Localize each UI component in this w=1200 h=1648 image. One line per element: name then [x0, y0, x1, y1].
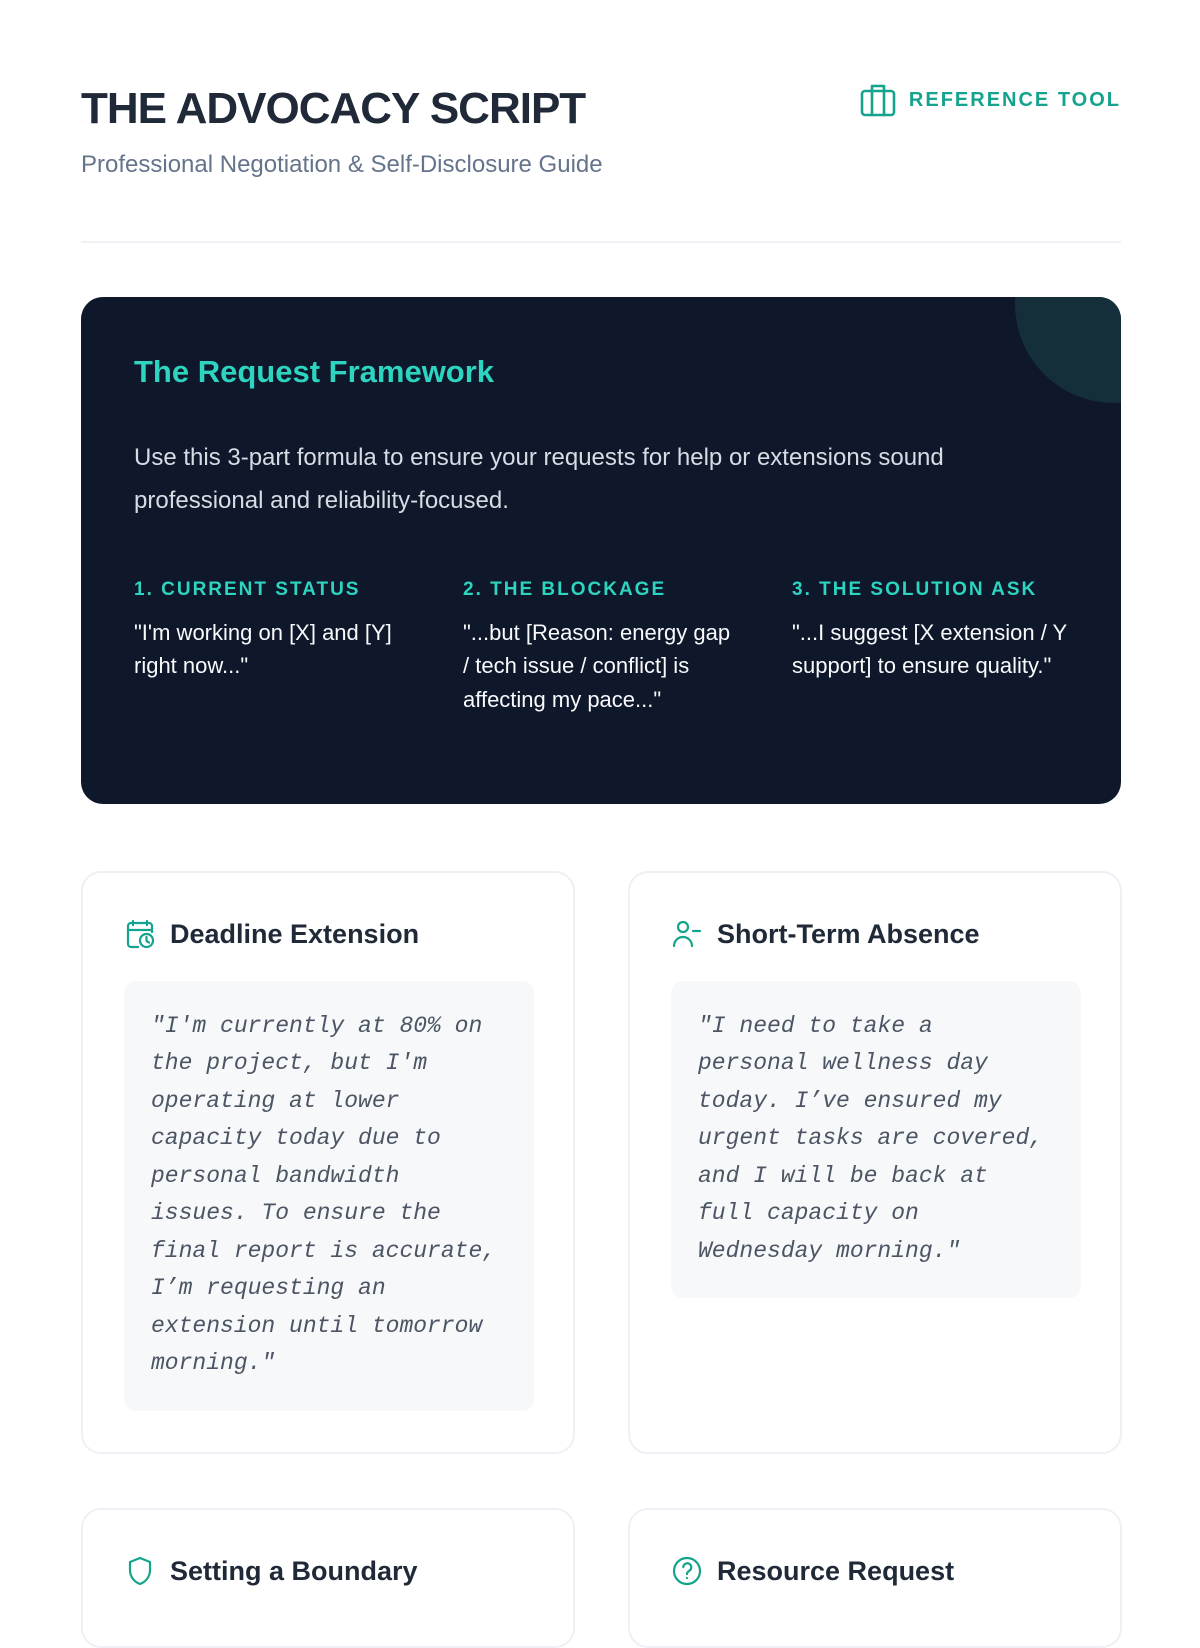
reference-tool-badge — [860, 83, 1121, 117]
framework-step-current-status — [134, 579, 413, 716]
framework-step-title: 3. THE SOLUTION ASK — [792, 579, 1038, 600]
resource-request-card — [628, 1508, 1122, 1648]
card-title: Resource Request — [717, 1556, 955, 1586]
card-header — [124, 1555, 418, 1587]
card-header — [124, 918, 419, 950]
user-minus-icon — [671, 918, 703, 950]
framework-intro: Use this 3-part formula to ensure your requests for help or extensions sound professional and reliability-focused. — [134, 444, 944, 515]
page-header — [81, 78, 1121, 188]
calendar-clock-icon — [124, 918, 156, 950]
script-quote: "I need to take a personal wellness day today. I’ve ensured my urgent tasks are covered, and I will be back at full capacity on Wednesday morning." — [698, 1013, 1044, 1264]
setting-boundary-card — [81, 1508, 575, 1648]
card-title: Deadline Extension — [170, 919, 420, 949]
framework-title: The Request Framework — [134, 354, 495, 389]
card-header — [671, 918, 980, 950]
reference-tool-label: REFERENCE TOOL — [908, 88, 1121, 111]
page-subtitle: Professional Negotiation & Self-Disclosure Guide — [81, 151, 603, 178]
framework-step-solution-ask — [792, 579, 1071, 716]
script-quote: "I'm currently at 80% on the project, but I'm operating at lower capacity today due to personal bandwidth issues. To ensure the final report is accurate, I’m requesting an extension until tomorrow morning." — [151, 1013, 497, 1377]
page-title: THE ADVOCACY SCRIPT — [81, 84, 586, 133]
help-circle-icon — [671, 1555, 703, 1587]
header-divider — [81, 241, 1121, 243]
framework-step-title: 1. CURRENT STATUS — [134, 579, 361, 600]
framework-step-text: "...I suggest [X extension / Y support] to ensure quality." — [792, 619, 1067, 679]
briefcase-icon — [860, 83, 896, 117]
request-framework-panel — [81, 297, 1121, 804]
shield-icon — [124, 1555, 156, 1587]
card-title: Short-Term Absence — [717, 919, 980, 949]
framework-step-text: "...but [Reason: energy gap / tech issue / conflict] is affecting my pace..." — [463, 619, 731, 712]
deadline-extension-card — [81, 871, 575, 1454]
framework-step-text: "I'm working on [X] and [Y] right now..." — [134, 619, 392, 679]
card-header — [671, 1555, 954, 1587]
framework-step-title: 2. THE BLOCKAGE — [463, 579, 667, 600]
framework-steps — [134, 579, 1071, 716]
short-term-absence-card — [628, 871, 1122, 1454]
framework-step-blockage — [463, 579, 742, 716]
script-quote-box — [124, 981, 534, 1411]
script-quote-box — [671, 981, 1081, 1298]
decorative-corner-circle — [1015, 297, 1121, 403]
card-title: Setting a Boundary — [170, 1556, 418, 1586]
